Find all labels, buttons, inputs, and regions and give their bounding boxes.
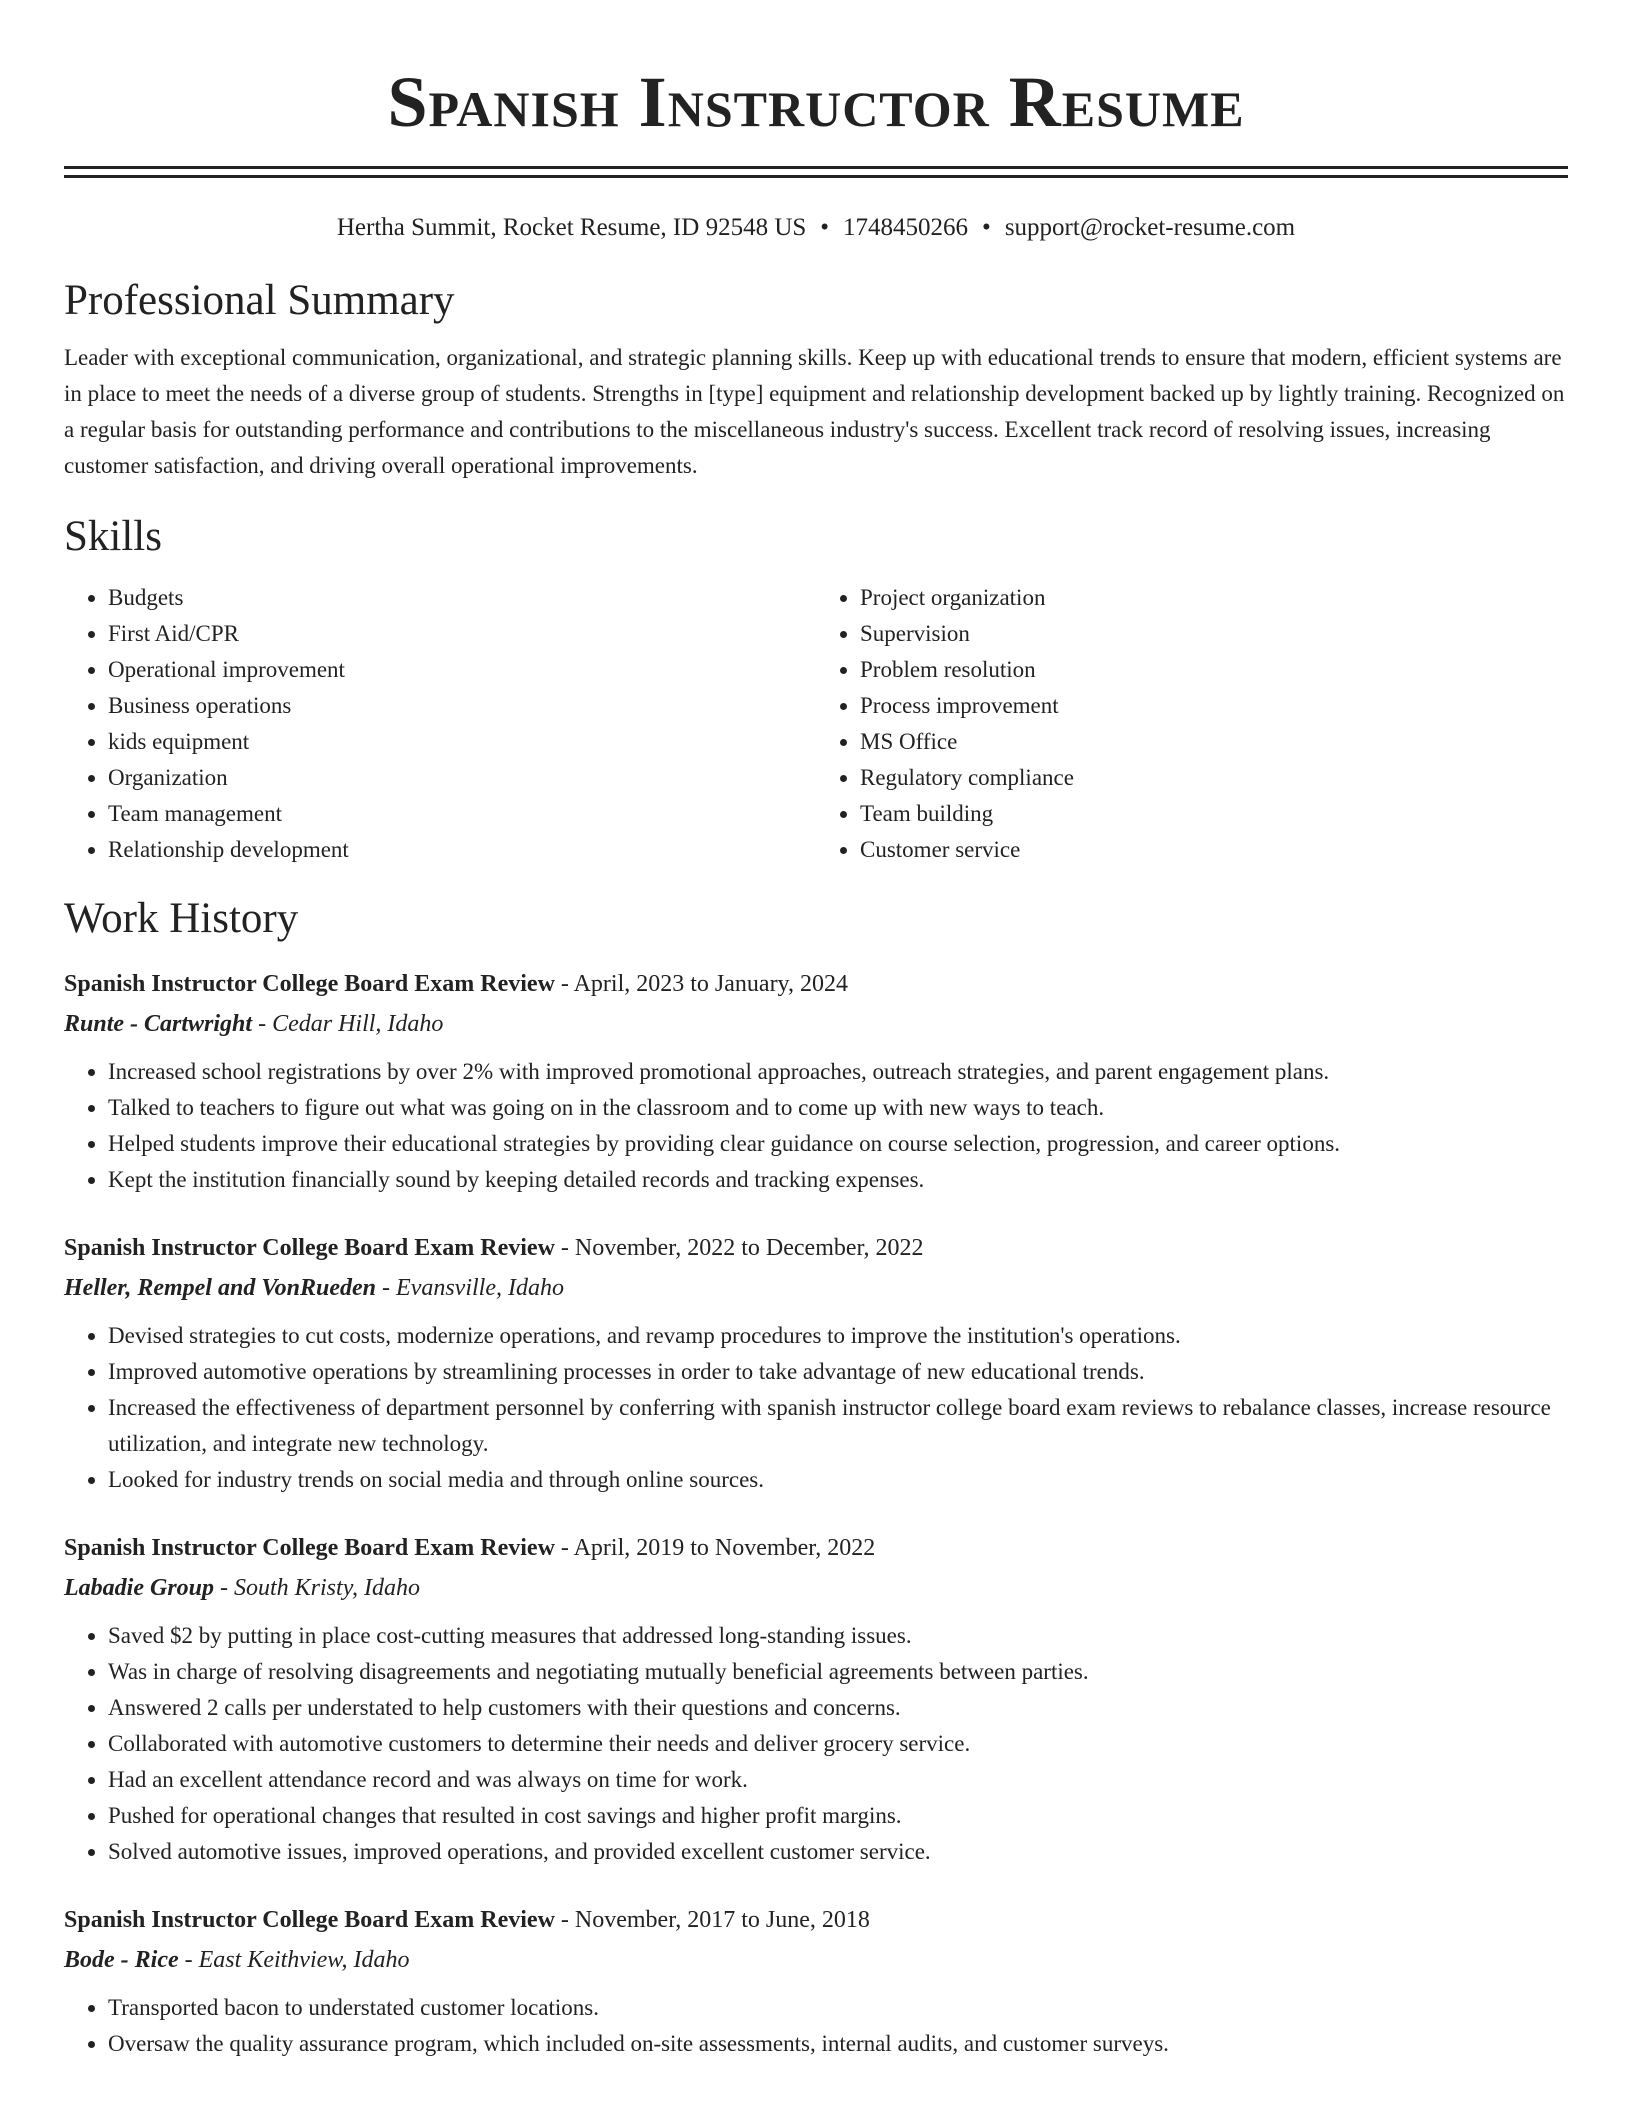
skill-item: • Team management — [108, 796, 816, 832]
company-name: Heller, Rempel and VonRueden — [64, 1275, 377, 1301]
job-title: Spanish Instructor College Board Exam Review — [64, 971, 555, 997]
job-bullets — [64, 1318, 1568, 1498]
job-bullet: • Solved automotive issues, improved operations, and provided excellent customer service. — [108, 1834, 1568, 1870]
job-dates: November, 2022 to December, 2022 — [574, 1235, 924, 1261]
dash: - — [560, 1235, 569, 1261]
skills-column-left — [64, 580, 816, 868]
contact-separator: • — [982, 214, 991, 241]
job-bullets — [64, 1054, 1568, 1198]
contact-email: support@rocket-resume.com — [1004, 214, 1296, 241]
skill-item: • Organization — [108, 760, 816, 796]
skill-item: • Budgets — [108, 580, 816, 616]
skills-list — [64, 580, 1568, 868]
skill-item: • First Aid/CPR — [108, 616, 816, 652]
skill-item: • Process improvement — [860, 688, 1568, 724]
summary-heading: Professional Summary — [64, 277, 455, 324]
job-bullets — [64, 1618, 1568, 1870]
job-bullet: • Collaborated with automotive customers to determine their needs and deliver grocery service. — [108, 1726, 1568, 1762]
company-location: Evansville, Idaho — [396, 1275, 564, 1301]
job-entry — [64, 1900, 1568, 2062]
contact-line — [64, 212, 1568, 244]
resume-page — [64, 0, 1568, 2062]
company-location: South Kristy, Idaho — [234, 1575, 421, 1601]
summary-text: Leader with exceptional communication, organizational, and strategic planning skills. Keep up with educational trends to ensure that modern, efficient systems are in place to meet the needs of a diverse group of students. Strengths in [type] equipment and relationship development backed up by lightly training. Recognized on a regular basis for outstanding performance and contributions to the miscellaneous industry's success. Excellent track record of resolving issues, increasing customer satisfaction, and driving overall operational improvements. — [64, 345, 1565, 478]
job-bullet: • Kept the institution financially sound by keeping detailed records and tracking expenses. — [108, 1162, 1568, 1198]
job-entry — [64, 1528, 1568, 1870]
job-dates: April, 2023 to January, 2024 — [573, 971, 848, 997]
skill-item: • Operational improvement — [108, 652, 816, 688]
job-bullet: • Answered 2 calls per understated to help customers with their questions and concerns. — [108, 1690, 1568, 1726]
job-bullet: • Transported bacon to understated customer locations. — [108, 1990, 1568, 2026]
job-bullet: • Had an excellent attendance record and was always on time for work. — [108, 1762, 1568, 1798]
skill-item: • Team building — [860, 796, 1568, 832]
contact-phone: 1748450266 — [843, 214, 969, 241]
job-bullet: • Improved automotive operations by streamlining processes in order to take advantage of new educational trends. — [108, 1354, 1568, 1390]
dash: - — [560, 1535, 569, 1561]
job-bullet: • Helped students improve their educational strategies by providing clear guidance on course selection, progression, and career options. — [108, 1126, 1568, 1162]
company-location: East Keithview, Idaho — [198, 1947, 410, 1973]
title-rule-bottom — [64, 175, 1568, 178]
dash: - — [560, 1907, 569, 1933]
skill-item: • Customer service — [860, 832, 1568, 868]
skill-item: • Supervision — [860, 616, 1568, 652]
company-name: Bode - Rice — [64, 1947, 179, 1973]
job-title-line — [64, 1528, 1568, 1568]
document-title: Spanish Instructor Resume — [387, 62, 1245, 142]
job-bullet: • Oversaw the quality assurance program, which included on-site assessments, internal audits, and customer surveys. — [108, 2026, 1568, 2062]
company-line — [64, 1268, 1568, 1308]
company-name: Labadie Group — [64, 1575, 214, 1601]
title-rule-top — [64, 166, 1568, 169]
skill-item: • Relationship development — [108, 832, 816, 868]
company-line — [64, 1568, 1568, 1608]
skills-heading: Skills — [64, 513, 162, 560]
dash: - — [560, 971, 569, 997]
company-name: Runte - Cartwright — [64, 1011, 253, 1037]
job-bullet: • Devised strategies to cut costs, modernize operations, and revamp procedures to improve the institution's operations. — [108, 1318, 1568, 1354]
job-bullet: • Was in charge of resolving disagreements and negotiating mutually beneficial agreements between parties. — [108, 1654, 1568, 1690]
job-dates: November, 2017 to June, 2018 — [574, 1907, 870, 1933]
dash: - — [220, 1575, 228, 1601]
job-dates: April, 2019 to November, 2022 — [573, 1535, 876, 1561]
skill-item: • Project organization — [860, 580, 1568, 616]
company-location: Cedar Hill, Idaho — [272, 1011, 444, 1037]
job-entry — [64, 1228, 1568, 1498]
dash: - — [184, 1947, 193, 1973]
job-title: Spanish Instructor College Board Exam Review — [64, 1235, 555, 1261]
job-title: Spanish Instructor College Board Exam Review — [64, 1535, 555, 1561]
work-history-heading: Work History — [64, 895, 299, 942]
job-title-line — [64, 964, 1568, 1004]
job-bullet: • Increased school registrations by over 2% with improved promotional approaches, outreach strategies, and parent engagement plans. — [108, 1054, 1568, 1090]
company-line — [64, 1940, 1568, 1980]
dash: - — [382, 1275, 391, 1301]
job-bullet: • Increased the effectiveness of department personnel by conferring with spanish instructor college board exam reviews to rebalance classes, increase resource utilization, and integrate new technology. — [108, 1390, 1568, 1462]
job-bullets — [64, 1990, 1568, 2062]
skill-item: • MS Office — [860, 724, 1568, 760]
contact-separator: • — [820, 214, 830, 241]
job-bullet: • Saved $2 by putting in place cost-cutting measures that addressed long-standing issues. — [108, 1618, 1568, 1654]
dash: - — [258, 1011, 267, 1037]
skill-item: • Regulatory compliance — [860, 760, 1568, 796]
skill-item: • Problem resolution — [860, 652, 1568, 688]
job-entry — [64, 964, 1568, 1198]
contact-address: Hertha Summit, Rocket Resume, ID 92548 US — [336, 214, 807, 241]
job-bullet: • Pushed for operational changes that resulted in cost savings and higher profit margins. — [108, 1798, 1568, 1834]
company-line — [64, 1004, 1568, 1044]
skill-item: • Business operations — [108, 688, 816, 724]
job-bullet: • Talked to teachers to figure out what was going on in the classroom and to come up with new ways to teach. — [108, 1090, 1568, 1126]
job-title-line — [64, 1900, 1568, 1940]
skill-item: • kids equipment — [108, 724, 816, 760]
skills-column-right — [816, 580, 1568, 868]
job-title: Spanish Instructor College Board Exam Review — [64, 1907, 555, 1933]
job-bullet: • Looked for industry trends on social media and through online sources. — [108, 1462, 1568, 1498]
job-title-line — [64, 1228, 1568, 1268]
